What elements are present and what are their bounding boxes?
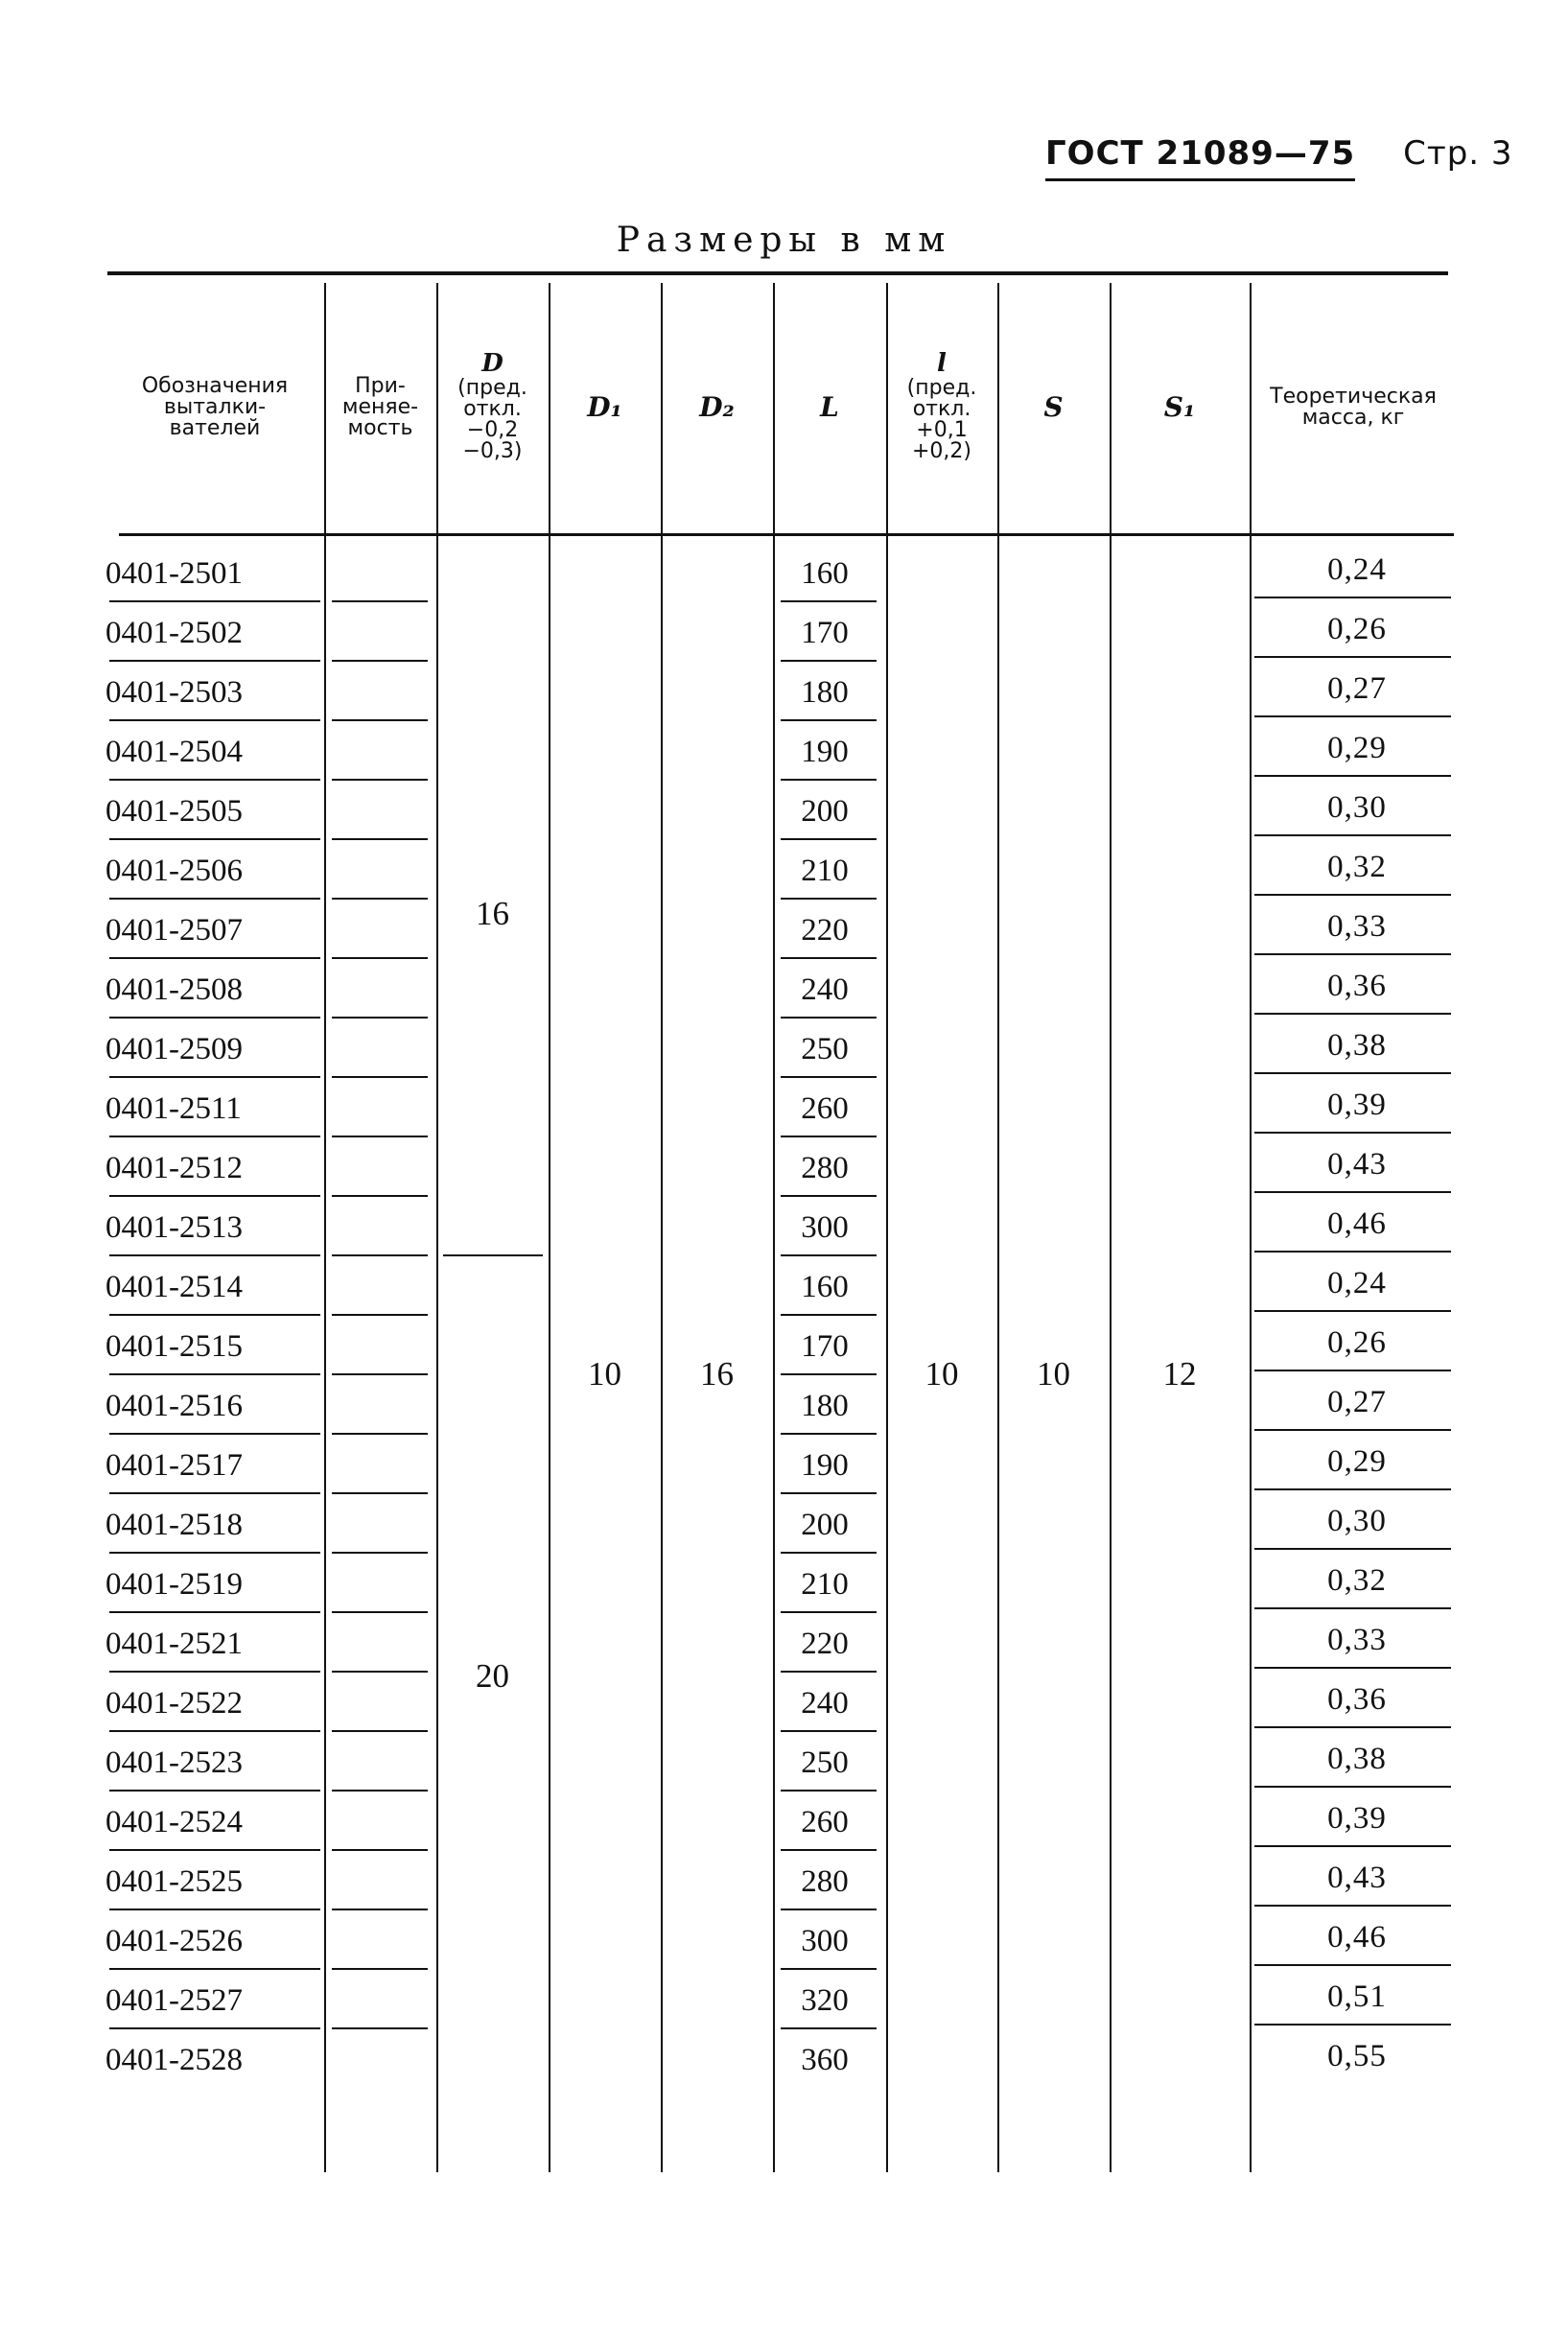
- row-underline: [781, 1552, 877, 1554]
- row-underline: [109, 1076, 320, 1078]
- row-underline: [109, 2027, 320, 2029]
- row-underline: [781, 898, 877, 900]
- row-underline: [332, 1433, 428, 1435]
- header-D: D (пред. откл. −0,2 −0,3): [457, 349, 527, 463]
- row-L: 360: [801, 2043, 849, 2077]
- column-divider: [549, 283, 550, 2172]
- page-number: Стр. 3: [1403, 134, 1513, 173]
- row-underline: [109, 1433, 320, 1435]
- row-underline: [109, 1909, 320, 1910]
- row-underline: [1254, 1310, 1451, 1312]
- D2-value: 16: [700, 1355, 734, 1393]
- row-underline: [1254, 1964, 1451, 1966]
- row-underline: [1254, 953, 1451, 955]
- row-underline: [781, 1909, 877, 1910]
- S-value: 10: [1037, 1355, 1070, 1393]
- row-underline: [332, 1314, 428, 1316]
- row-mass: 0,26: [1327, 612, 1387, 646]
- row-mass: 0,32: [1327, 1563, 1387, 1598]
- D-group2-value: 20: [476, 1657, 509, 1695]
- row-L: 210: [801, 854, 849, 888]
- row-underline: [109, 1968, 320, 1970]
- row-underline: [781, 1136, 877, 1137]
- row-L: 300: [801, 1210, 849, 1245]
- row-code: 0401-2503: [105, 675, 243, 710]
- header-D2: D₂: [699, 391, 735, 423]
- row-underline: [781, 1314, 877, 1316]
- row-underline: [1254, 1905, 1451, 1907]
- row-underline: [781, 719, 877, 721]
- D-group1-value: 16: [476, 895, 509, 932]
- row-L: 220: [801, 1627, 849, 1661]
- row-underline: [1254, 1429, 1451, 1431]
- row-underline: [1254, 1191, 1451, 1193]
- row-mass: 0,46: [1327, 1920, 1387, 1955]
- row-mass: 0,38: [1327, 1028, 1387, 1063]
- row-L: 160: [801, 1270, 849, 1304]
- row-code: 0401-2512: [105, 1151, 243, 1185]
- row-code: 0401-2514: [105, 1270, 243, 1304]
- row-code: 0401-2523: [105, 1745, 243, 1780]
- row-underline: [109, 1254, 320, 1256]
- row-mass: 0,55: [1327, 2039, 1387, 2073]
- header-S: S: [1043, 391, 1064, 423]
- row-L: 280: [801, 1151, 849, 1185]
- row-code: 0401-2526: [105, 1924, 243, 1958]
- row-code: 0401-2509: [105, 1032, 243, 1066]
- row-underline: [109, 1671, 320, 1673]
- row-underline: [781, 957, 877, 959]
- row-underline: [109, 1373, 320, 1375]
- row-code: 0401-2519: [105, 1567, 243, 1602]
- row-L: 200: [801, 794, 849, 829]
- row-underline: [781, 1790, 877, 1792]
- row-underline: [1254, 1548, 1451, 1550]
- row-underline: [781, 1017, 877, 1019]
- row-underline: [1254, 2024, 1451, 2026]
- row-code: 0401-2513: [105, 1210, 243, 1245]
- row-underline: [109, 1136, 320, 1137]
- column-divider: [773, 283, 775, 2172]
- l-value: 10: [924, 1355, 959, 1393]
- row-underline: [781, 1254, 877, 1256]
- row-underline: [781, 2027, 877, 2029]
- row-mass: 0,27: [1327, 671, 1387, 706]
- row-code: 0401-2504: [105, 735, 243, 769]
- header-code: Обозначения выталки- вателей: [141, 374, 289, 440]
- row-code: 0401-2521: [105, 1627, 243, 1661]
- row-underline: [1254, 1667, 1451, 1669]
- D-group-separator: [443, 1254, 543, 1256]
- row-underline: [1254, 597, 1451, 598]
- column-divider: [886, 283, 888, 2172]
- column-divider: [1250, 283, 1252, 2172]
- standard-number: ГОСТ 21089—75: [1045, 134, 1355, 181]
- row-underline: [332, 1254, 428, 1256]
- row-underline: [332, 1076, 428, 1078]
- row-underline: [332, 1492, 428, 1494]
- row-underline: [781, 660, 877, 662]
- row-underline: [781, 1849, 877, 1851]
- row-code: 0401-2527: [105, 1983, 243, 2018]
- row-mass: 0,46: [1327, 1206, 1387, 1241]
- row-underline: [109, 1611, 320, 1613]
- row-mass: 0,38: [1327, 1742, 1387, 1776]
- row-underline: [109, 1552, 320, 1554]
- S1-value: 12: [1162, 1355, 1197, 1393]
- row-code: 0401-2511: [105, 1091, 242, 1126]
- row-underline: [332, 1730, 428, 1732]
- row-underline: [332, 779, 428, 781]
- column-divider: [436, 283, 438, 2172]
- row-underline: [109, 600, 320, 602]
- row-underline: [109, 898, 320, 900]
- row-L: 260: [801, 1091, 849, 1126]
- row-L: 190: [801, 1448, 849, 1483]
- row-underline: [109, 1195, 320, 1197]
- row-mass: 0,29: [1327, 1444, 1387, 1479]
- row-code: 0401-2501: [105, 556, 243, 591]
- row-underline: [332, 1671, 428, 1673]
- column-divider: [1110, 283, 1112, 2172]
- row-underline: [781, 1373, 877, 1375]
- row-code: 0401-2517: [105, 1448, 243, 1483]
- row-L: 180: [801, 1389, 849, 1423]
- row-underline: [332, 838, 428, 840]
- row-mass: 0,43: [1327, 1861, 1387, 1895]
- row-underline: [332, 1195, 428, 1197]
- row-underline: [332, 1136, 428, 1137]
- header-l: l (пред. откл. +0,1 +0,2): [906, 349, 977, 463]
- row-underline: [781, 1195, 877, 1197]
- row-underline: [781, 1076, 877, 1078]
- row-underline: [332, 1017, 428, 1019]
- row-code: 0401-2516: [105, 1389, 243, 1423]
- row-underline: [109, 1790, 320, 1792]
- row-underline: [1254, 1845, 1451, 1847]
- row-underline: [332, 660, 428, 662]
- row-code: 0401-2525: [105, 1864, 243, 1899]
- row-underline: [109, 1730, 320, 1732]
- row-L: 210: [801, 1567, 849, 1602]
- row-L: 280: [801, 1864, 849, 1899]
- row-L: 190: [801, 735, 849, 769]
- row-underline: [1254, 775, 1451, 777]
- row-code: 0401-2524: [105, 1805, 243, 1839]
- row-underline: [781, 1433, 877, 1435]
- row-mass: 0,27: [1327, 1385, 1387, 1419]
- row-code: 0401-2502: [105, 616, 243, 650]
- row-mass: 0,36: [1327, 1682, 1387, 1717]
- row-mass: 0,43: [1327, 1147, 1387, 1182]
- row-underline: [332, 1849, 428, 1851]
- row-underline: [332, 600, 428, 602]
- row-underline: [1254, 1607, 1451, 1609]
- row-underline: [332, 2027, 428, 2029]
- row-underline: [109, 957, 320, 959]
- row-underline: [1254, 656, 1451, 658]
- row-underline: [332, 898, 428, 900]
- row-L: 320: [801, 1983, 849, 2018]
- header-L: L: [820, 391, 839, 423]
- row-underline: [1254, 1251, 1451, 1253]
- row-mass: 0,36: [1327, 969, 1387, 1003]
- row-underline: [1254, 1132, 1451, 1134]
- row-mass: 0,29: [1327, 731, 1387, 765]
- row-mass: 0,39: [1327, 1088, 1387, 1122]
- row-code: 0401-2508: [105, 972, 243, 1007]
- header-applicability: При- меняе- мость: [341, 374, 419, 440]
- row-underline: [781, 779, 877, 781]
- row-underline: [109, 838, 320, 840]
- row-L: 170: [801, 616, 849, 650]
- row-mass: 0,33: [1327, 1623, 1387, 1657]
- row-underline: [1254, 1013, 1451, 1015]
- row-underline: [332, 957, 428, 959]
- row-underline: [781, 600, 877, 602]
- row-underline: [332, 1373, 428, 1375]
- row-code: 0401-2522: [105, 1686, 243, 1721]
- row-underline: [1254, 1786, 1451, 1788]
- row-mass: 0,39: [1327, 1801, 1387, 1836]
- row-underline: [109, 1849, 320, 1851]
- row-mass: 0,30: [1327, 1504, 1387, 1538]
- row-mass: 0,30: [1327, 790, 1387, 825]
- header-mass: Теоретическая масса, кг: [1270, 385, 1437, 430]
- row-mass: 0,26: [1327, 1325, 1387, 1360]
- row-underline: [109, 719, 320, 721]
- row-code: 0401-2506: [105, 854, 243, 888]
- row-underline: [332, 1611, 428, 1613]
- table-top-rule: [107, 271, 1448, 275]
- row-code: 0401-2528: [105, 2043, 243, 2077]
- row-L: 250: [801, 1745, 849, 1780]
- row-underline: [109, 1017, 320, 1019]
- row-underline: [1254, 834, 1451, 836]
- row-L: 240: [801, 1686, 849, 1721]
- row-underline: [332, 719, 428, 721]
- D1-value: 10: [588, 1355, 621, 1393]
- header-S1: S₁: [1163, 391, 1196, 423]
- row-code: 0401-2515: [105, 1329, 243, 1364]
- column-divider: [997, 283, 999, 2172]
- row-L: 220: [801, 913, 849, 948]
- row-code: 0401-2518: [105, 1508, 243, 1542]
- header-D1: D₁: [587, 391, 622, 423]
- row-underline: [332, 1909, 428, 1910]
- row-underline: [781, 1968, 877, 1970]
- row-underline: [781, 838, 877, 840]
- row-mass: 0,33: [1327, 909, 1387, 944]
- row-underline: [1254, 1370, 1451, 1371]
- column-divider: [661, 283, 663, 2172]
- row-mass: 0,24: [1327, 1266, 1387, 1300]
- row-L: 300: [801, 1924, 849, 1958]
- row-L: 260: [801, 1805, 849, 1839]
- row-mass: 0,32: [1327, 850, 1387, 884]
- page-header: [1045, 134, 1513, 173]
- row-code: 0401-2505: [105, 794, 243, 829]
- row-underline: [109, 1314, 320, 1316]
- column-divider: [324, 283, 326, 2172]
- row-L: 250: [801, 1032, 849, 1066]
- row-L: 170: [801, 1329, 849, 1364]
- row-underline: [1254, 1726, 1451, 1728]
- row-underline: [1254, 715, 1451, 717]
- row-code: 0401-2507: [105, 913, 243, 948]
- units-caption: Размеры в мм: [616, 221, 952, 260]
- row-underline: [781, 1730, 877, 1732]
- row-underline: [109, 779, 320, 781]
- row-underline: [1254, 894, 1451, 896]
- row-underline: [781, 1492, 877, 1494]
- row-underline: [109, 1492, 320, 1494]
- row-L: 180: [801, 675, 849, 710]
- row-underline: [781, 1611, 877, 1613]
- row-underline: [332, 1968, 428, 1970]
- row-underline: [332, 1552, 428, 1554]
- row-underline: [1254, 1488, 1451, 1490]
- row-mass: 0,51: [1327, 1979, 1387, 2014]
- row-underline: [109, 660, 320, 662]
- row-underline: [781, 1671, 877, 1673]
- row-L: 200: [801, 1508, 849, 1542]
- row-underline: [1254, 1072, 1451, 1074]
- row-L: 240: [801, 972, 849, 1007]
- row-underline: [332, 1790, 428, 1792]
- row-mass: 0,24: [1327, 552, 1387, 587]
- table-header-rule: [119, 533, 1454, 536]
- row-L: 160: [801, 556, 849, 591]
